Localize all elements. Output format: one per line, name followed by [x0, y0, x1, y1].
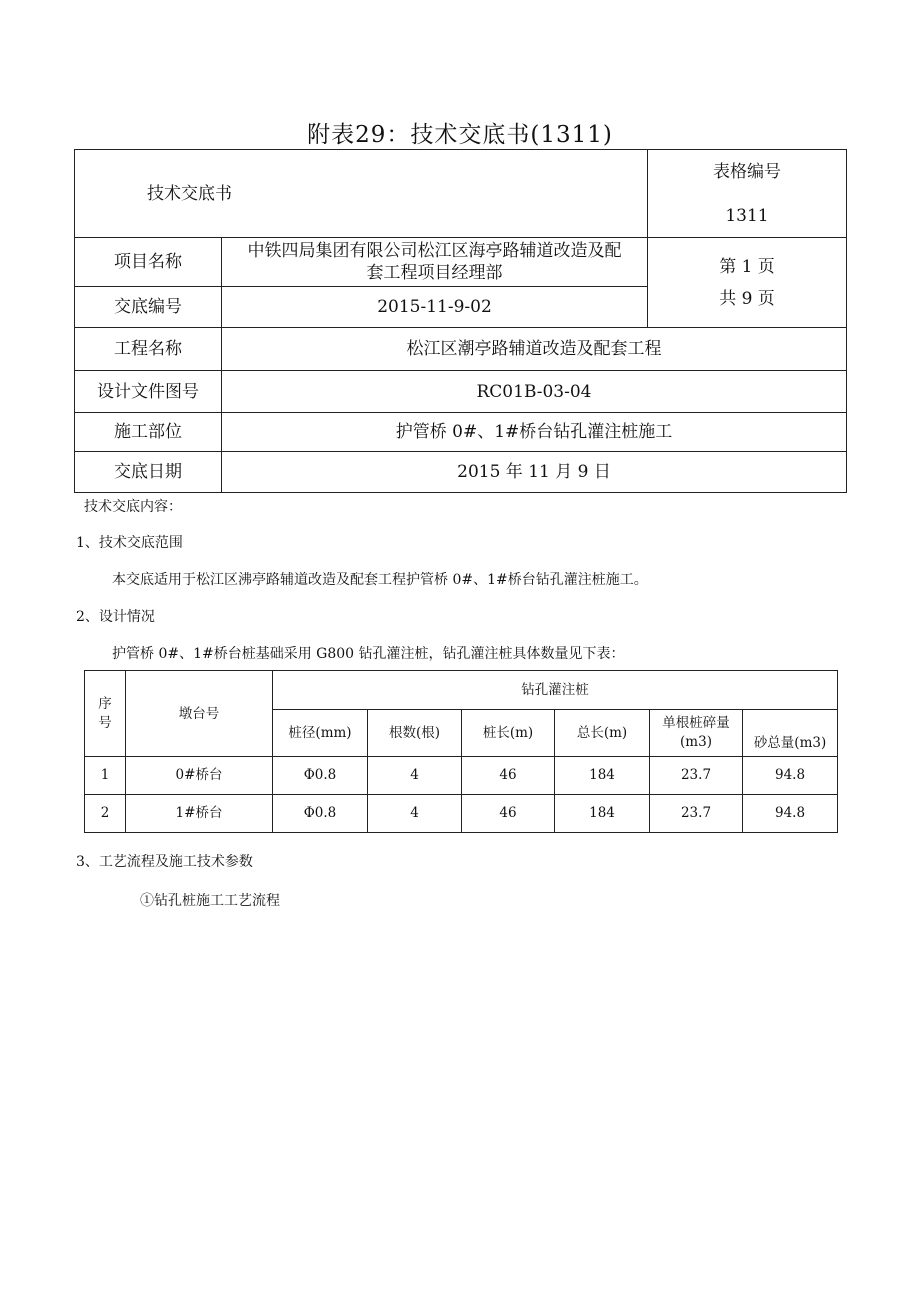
col-seq-line1: 序 — [98, 695, 112, 712]
cell-length: 46 — [462, 795, 555, 833]
form-no-value: 1311 — [725, 205, 769, 226]
col-count-header: 根数(根) — [368, 710, 462, 757]
col-single-volume-line2: (m3) — [680, 734, 712, 750]
col-diameter-header: 桩径(mm) — [273, 710, 368, 757]
cell-diameter: Φ0.8 — [273, 795, 368, 833]
disclosure-no-label: 交底编号 — [75, 287, 222, 328]
col-single-volume-line1: 单根桩碎量 — [662, 715, 730, 731]
cell-seq: 2 — [85, 795, 126, 833]
project-name-value-cell — [222, 238, 648, 287]
page-total: 共 9 页 — [719, 288, 775, 309]
cell-single-volume: 23.7 — [650, 795, 743, 833]
cell-total-volume: 94.8 — [743, 757, 838, 795]
cell-seq: 1 — [85, 757, 126, 795]
col-total-length-header: 总长(m) — [555, 710, 650, 757]
cell-total-length: 184 — [555, 795, 650, 833]
doc-label-cell — [75, 150, 648, 238]
project-name-label: 项目名称 — [75, 238, 222, 287]
section3-title: 3、工艺流程及施工技术参数 — [76, 854, 253, 870]
cell-length: 46 — [462, 757, 555, 795]
construction-part-label: 施工部位 — [75, 413, 222, 452]
cell-diameter: Φ0.8 — [273, 757, 368, 795]
header-table — [74, 149, 847, 493]
cell-total-length: 184 — [555, 757, 650, 795]
form-no-label: 表格编号 — [713, 161, 781, 182]
design-doc-value: RC01B-03-04 — [222, 371, 847, 413]
cell-count: 4 — [368, 795, 462, 833]
col-single-volume-header — [650, 710, 743, 757]
cell-total-volume: 94.8 — [743, 795, 838, 833]
engineering-name-value: 松江区潮亭路辅道改造及配套工程 — [222, 328, 847, 371]
construction-part-value: 护管桥 0#、1#桥台钻孔灌注桩施工 — [222, 413, 847, 452]
cell-single-volume: 23.7 — [650, 757, 743, 795]
cell-count: 4 — [368, 757, 462, 795]
col-total-volume-header: 砂总量(m3) — [743, 710, 838, 757]
section3-sub: ①钻孔桩施工工艺流程 — [140, 893, 280, 909]
col-length-header: 桩长(m) — [462, 710, 555, 757]
col-seq-line2: 号 — [98, 714, 112, 731]
section1-text: 本交底适用于松江区沸亭路辅道改造及配套工程护管桥 0#、1#桥台钻孔灌注桩施工。 — [112, 572, 648, 588]
table-row — [85, 757, 838, 795]
cell-pier: 0#桥台 — [126, 757, 273, 795]
engineering-name-label: 工程名称 — [75, 328, 222, 371]
disclosure-no-value: 2015-11-9-02 — [222, 287, 648, 328]
content-intro: 技术交底内容： — [84, 499, 182, 515]
cell-pier: 1#桥台 — [126, 795, 273, 833]
page-title: 附表29：技术交底书(1311) — [307, 122, 613, 148]
section2-text: 护管桥 0#、1#桥台桩基础采用 G800 钻孔灌注桩，钻孔灌注桩具体数量见下表： — [112, 646, 625, 662]
date-value: 2015 年 11 月 9 日 — [222, 452, 847, 493]
page-info-cell — [648, 238, 847, 328]
date-label: 交底日期 — [75, 452, 222, 493]
design-doc-label: 设计文件图号 — [75, 371, 222, 413]
pile-quantity-table — [84, 670, 838, 833]
group-header: 钻孔灌注桩 — [273, 671, 838, 710]
section1-title: 1、技术交底范围 — [76, 535, 183, 551]
table-row — [85, 795, 838, 833]
col-pier-header: 墩台号 — [126, 671, 273, 757]
form-no-cell — [648, 150, 847, 238]
section2-title: 2、设计情况 — [76, 609, 155, 625]
project-name-line1: 中铁四局集团有限公司松江区海亭路辅道改造及配 — [247, 241, 622, 261]
doc-label: 技术交底书 — [147, 183, 232, 204]
page-current: 第 1 页 — [719, 256, 775, 277]
project-name-line2: 套工程项目经理部 — [366, 263, 503, 283]
col-seq-header — [85, 671, 126, 757]
